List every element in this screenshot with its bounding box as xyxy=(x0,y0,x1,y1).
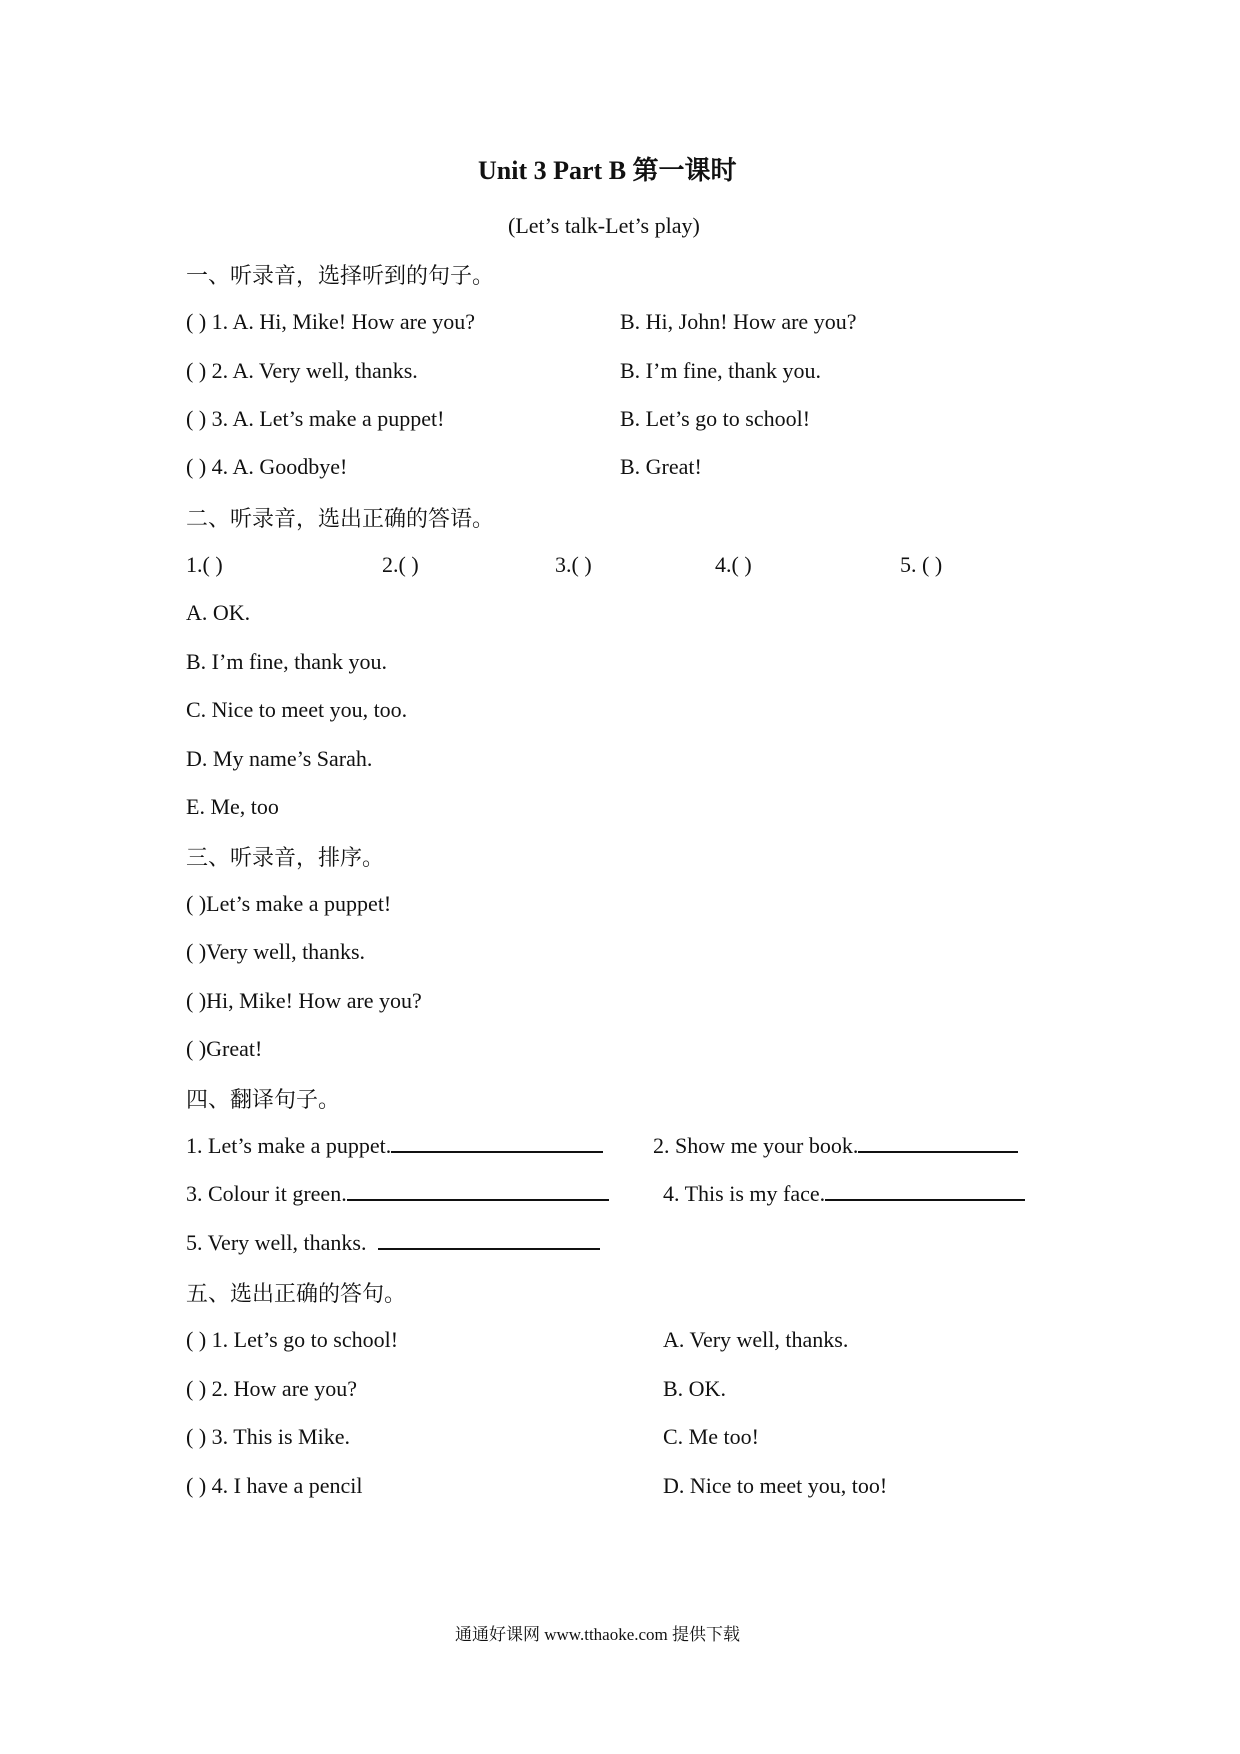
s4-item-3 xyxy=(186,1181,609,1207)
section-4-heading: 四、翻译句子。 xyxy=(186,1087,341,1112)
s3-item-2: ( )Very well, thanks. xyxy=(186,939,366,964)
s2-option-e: E. Me, too xyxy=(186,794,279,819)
page-title: Unit 3 Part B 第一课时 xyxy=(478,156,737,185)
page-subtitle: (Let’s talk-Let’s play) xyxy=(508,213,700,238)
s5-item-2-question: ( ) 2. How are you? xyxy=(186,1376,358,1401)
s1-item-3-option-b: B. Let’s go to school! xyxy=(620,406,811,431)
s5-item-3-answer: C. Me too! xyxy=(663,1424,759,1449)
s4-item-1-text: 1. Let’s make a puppet. xyxy=(186,1133,392,1158)
s4-answer-blank-1[interactable] xyxy=(391,1133,603,1153)
s1-item-1-option-b: B. Hi, John! How are you? xyxy=(620,309,857,334)
s1-item-2-option-b: B. I’m fine, thank you. xyxy=(620,358,822,383)
s1-item-4-option-b: B. Great! xyxy=(620,454,702,479)
s3-item-1: ( )Let’s make a puppet! xyxy=(186,891,392,916)
s4-item-5-text: 5. Very well, thanks. xyxy=(186,1230,367,1255)
s3-item-4: ( )Great! xyxy=(186,1036,263,1061)
s4-answer-blank-4[interactable] xyxy=(825,1181,1025,1201)
s5-item-1-question: ( ) 1. Let’s go to school! xyxy=(186,1327,399,1352)
s4-answer-blank-3[interactable] xyxy=(347,1181,609,1201)
s4-item-4-text: 4. This is my face. xyxy=(663,1181,826,1206)
s1-item-2-question: ( ) 2. A. Very well, thanks. xyxy=(186,358,418,383)
s2-option-c: C. Nice to meet you, too. xyxy=(186,697,408,722)
s4-item-2-text: 2. Show me your book. xyxy=(653,1133,859,1158)
s5-item-2-answer: B. OK. xyxy=(663,1376,726,1401)
s2-answer-slot-4: 4.( ) xyxy=(715,552,752,577)
section-1-heading: 一、听录音，选择听到的句子。 xyxy=(186,263,495,288)
s5-item-1-answer: A. Very well, thanks. xyxy=(663,1327,849,1352)
s4-answer-blank-5[interactable] xyxy=(378,1230,600,1250)
s5-item-4-answer: D. Nice to meet you, too! xyxy=(663,1473,888,1498)
s4-item-1 xyxy=(186,1133,603,1159)
s5-item-4-question: ( ) 4. I have a pencil xyxy=(186,1473,363,1498)
s1-item-4-question: ( ) 4. A. Goodbye! xyxy=(186,454,348,479)
s1-item-1-question: ( ) 1. A. Hi, Mike! How are you? xyxy=(186,309,475,334)
section-5-heading: 五、选出正确的答句。 xyxy=(186,1281,407,1306)
s1-item-3-question: ( ) 3. A. Let’s make a puppet! xyxy=(186,406,445,431)
s2-option-b: B. I’m fine, thank you. xyxy=(186,649,388,674)
s2-option-d: D. My name’s Sarah. xyxy=(186,746,373,771)
page-footer: 通通好课网 www.tthaoke.com 提供下载 xyxy=(455,1625,741,1644)
s4-item-4 xyxy=(663,1181,1025,1207)
section-2-heading: 二、听录音，选出正确的答语。 xyxy=(186,506,495,531)
s2-answer-slot-1: 1.( ) xyxy=(186,552,223,577)
s4-item-5 xyxy=(186,1230,600,1256)
s4-answer-blank-2[interactable] xyxy=(858,1133,1018,1153)
s5-item-3-question: ( ) 3. This is Mike. xyxy=(186,1424,350,1449)
s2-option-a: A. OK. xyxy=(186,600,251,625)
s2-answer-slot-5: 5. ( ) xyxy=(900,552,943,577)
s4-item-3-text: 3. Colour it green. xyxy=(186,1181,347,1206)
section-3-heading: 三、听录音，排序。 xyxy=(186,845,385,870)
s2-answer-slot-2: 2.( ) xyxy=(382,552,419,577)
s4-item-2 xyxy=(653,1133,1018,1159)
s2-answer-slot-3: 3.( ) xyxy=(555,552,592,577)
s3-item-3: ( )Hi, Mike! How are you? xyxy=(186,988,422,1013)
